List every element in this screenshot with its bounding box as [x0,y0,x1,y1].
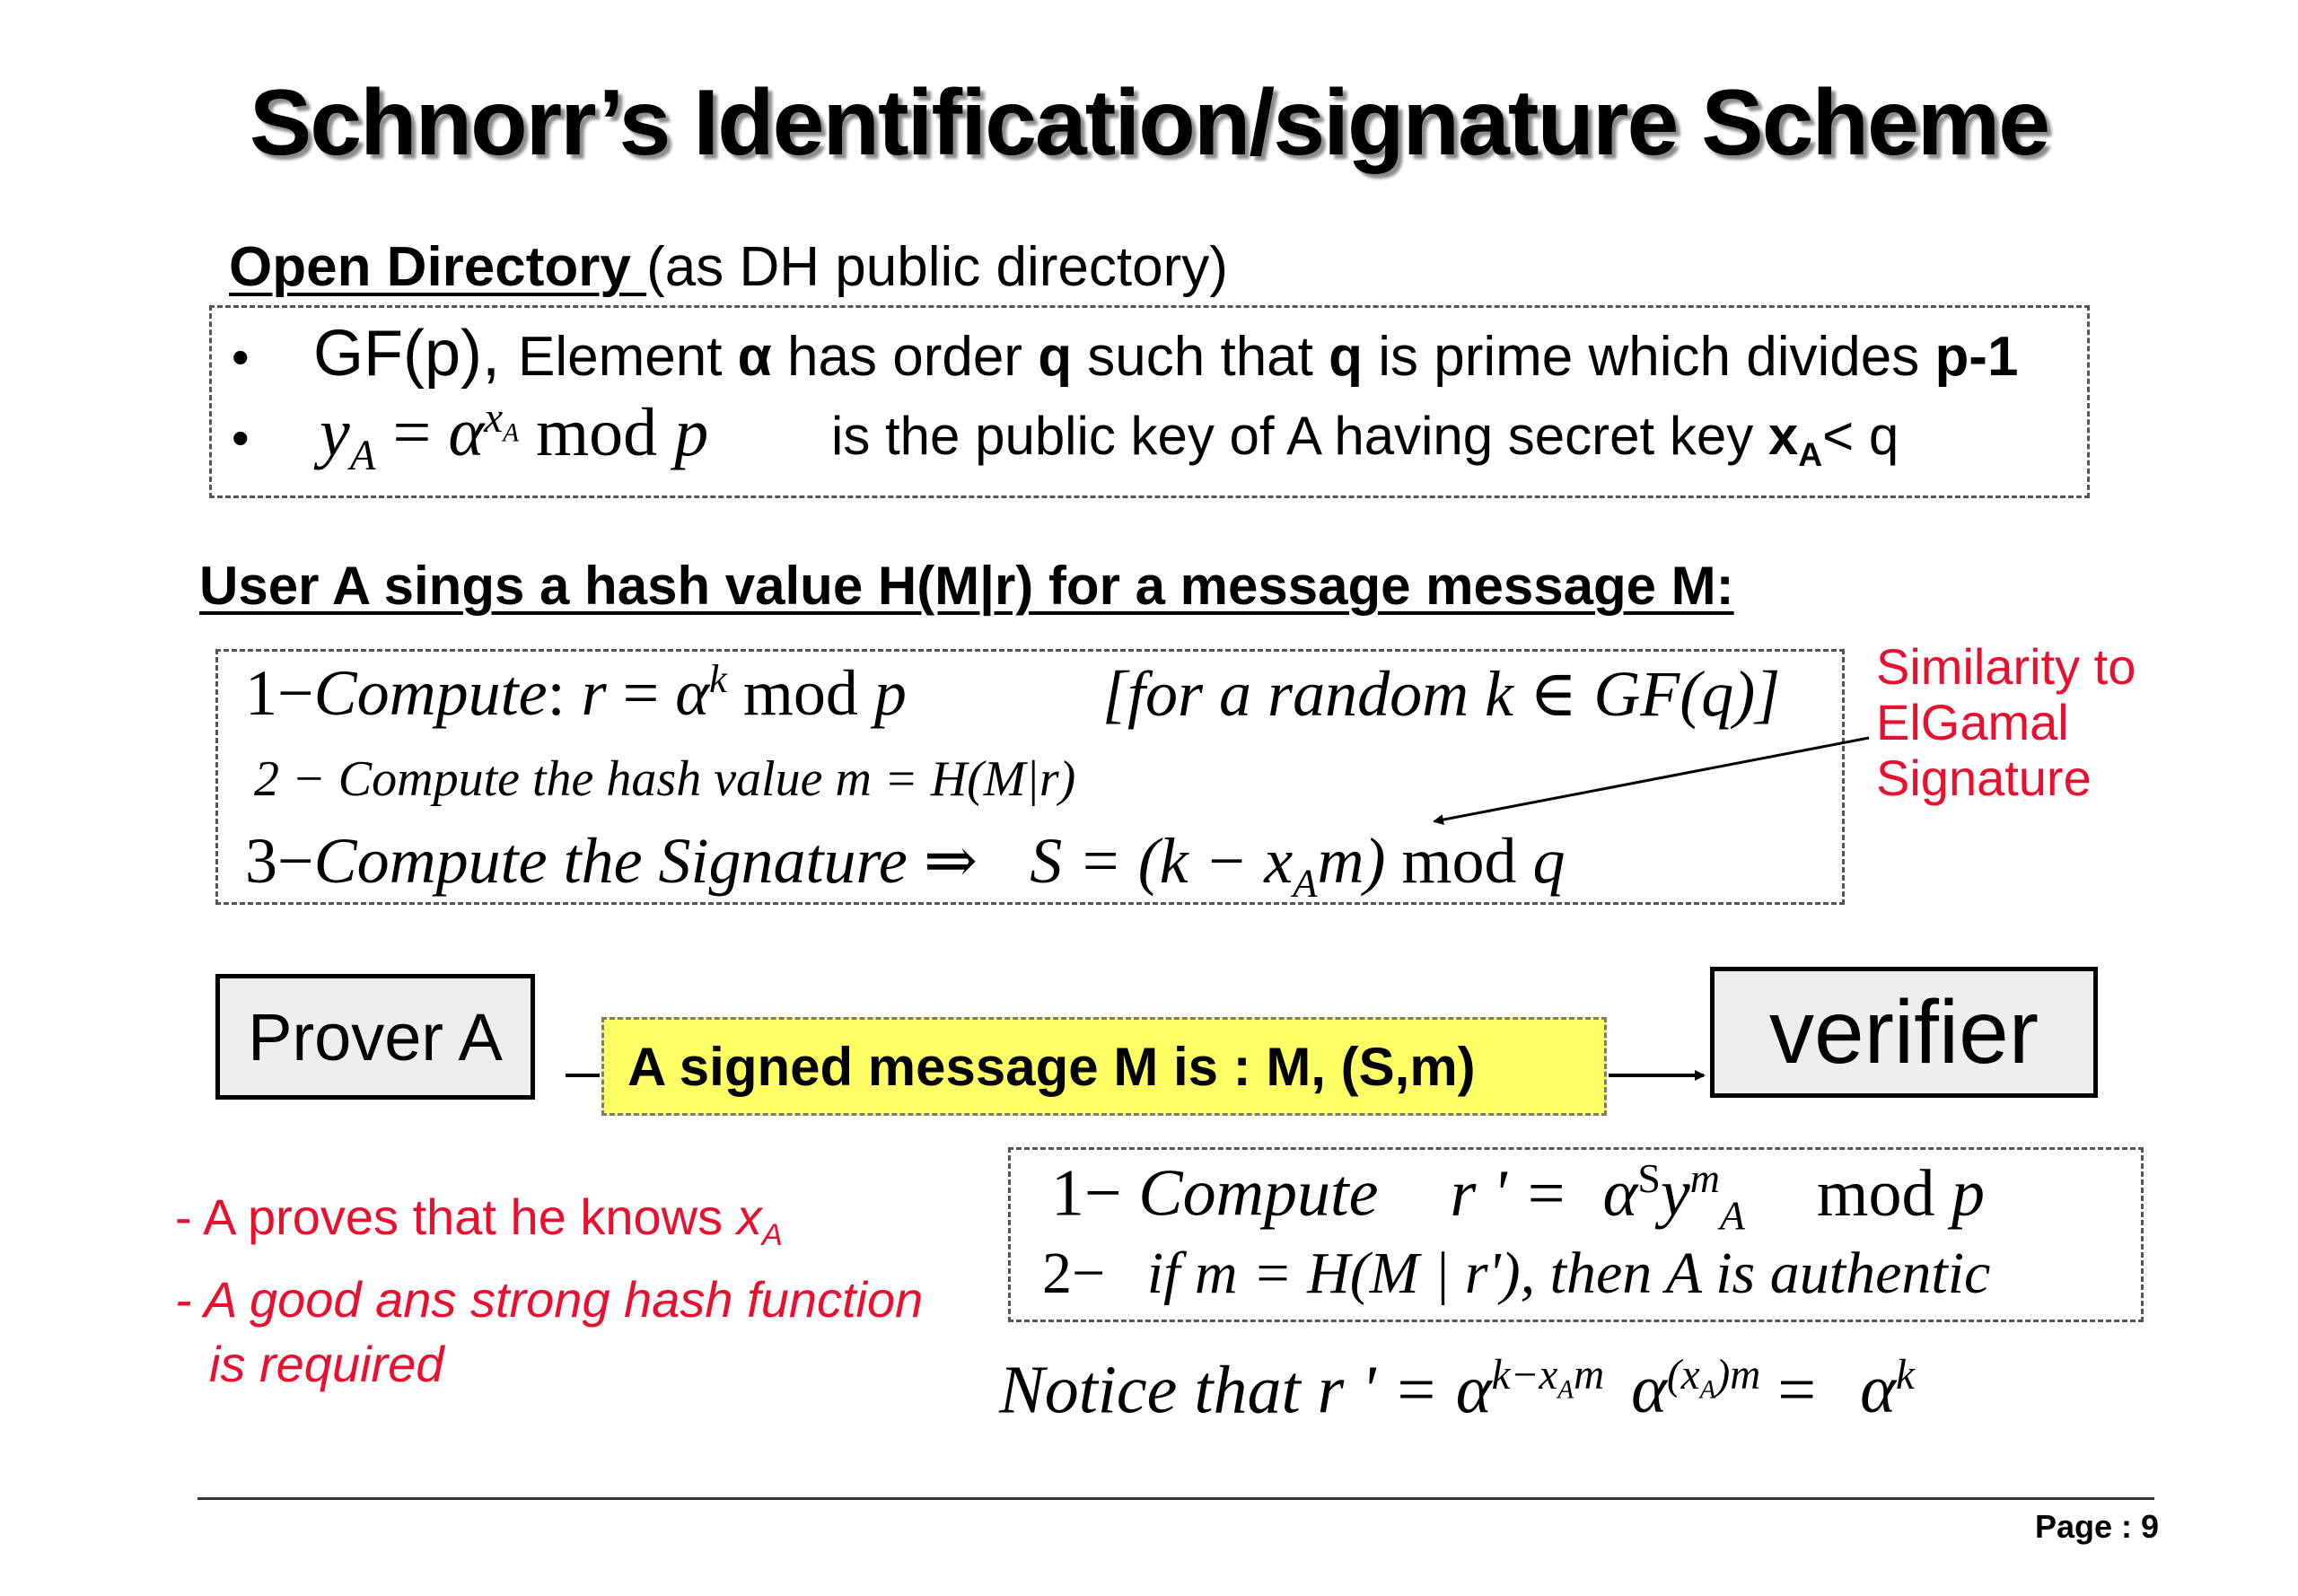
text-such-that: such that [1072,326,1329,388]
signing-step-2: 2 − Compute the hash value m = H(M|r) [254,751,1076,807]
gf-prefix: GF(p), [313,318,518,390]
verify-step-2: 2− if m = H(M | r'), then A is authentic [1042,1241,1991,1306]
signed-message-text: A signed message M is : M, (S,m) [627,1036,1476,1097]
bullet-marker: • [232,329,250,385]
random-k-condition: [for a random k ∈ GF(q)] [1102,658,1781,730]
text-prime-divides: is prime which divides [1363,326,1935,388]
public-key-equation: $y_A = \alpha^{x_A}$ mod p [320,394,709,480]
similarity-note-line: Signature [1876,750,2092,806]
signing-heading: User A sings a hash value H(M|r) for a message message M: [199,556,1734,616]
text-has-order: has order [771,326,1039,388]
alpha-symbol: α [737,326,772,388]
remark-required: is required [209,1336,444,1393]
verifier-label: verifier [1768,981,2039,1083]
verify-step-1: 1− Compute r ' = $\alpha^Sy^m_A$ mod p [1051,1155,1985,1239]
prover-label: Prover A [248,999,503,1074]
similarity-arrow [1434,738,1869,821]
signed-message-box [601,1017,1607,1116]
verifier-box [1710,967,2098,1098]
page-number: Page : 9 [2034,1508,2159,1545]
similarity-note-line: Similarity to [1876,638,2136,695]
p-minus-one: p-1 [1934,326,2019,388]
signing-step-1: 1−Compute: $r = \alpha^k$ mod p [245,656,907,729]
text-element: Element [518,326,738,388]
similarity-note-line: ElGamal [1876,694,2069,750]
notice-equation: Notice that r ' = $\alpha^{k-x_Am}$ $\alpha^{(x_A)m} = \alpha^k$ [999,1352,1915,1428]
remarks [175,1185,923,1397]
signing-step-3: 3−Compute the Signature ⇒ $S = (k - x_Am)$ mod q [245,825,1566,906]
public-key-description: is the public key of A having secret key $x_A< q$ [831,406,1899,473]
q-symbol: q [1038,326,1073,388]
remark-knows-xa: - A proves that he knows $x_A$ [175,1188,783,1253]
verification-box [1008,1147,2144,1322]
open-directory-note: (as DH public directory) [646,236,1228,298]
remark-hash-function: - A good ans strong hash function [175,1271,924,1329]
open-directory-label: Open Directory [229,236,647,298]
footer-rule [197,1497,2154,1500]
bullet-marker: • [232,409,250,466]
slide-title: Schnorr’s Identification/signature Scheme [249,71,2049,175]
prover-box [215,974,535,1100]
q-symbol: q [1329,326,1363,388]
